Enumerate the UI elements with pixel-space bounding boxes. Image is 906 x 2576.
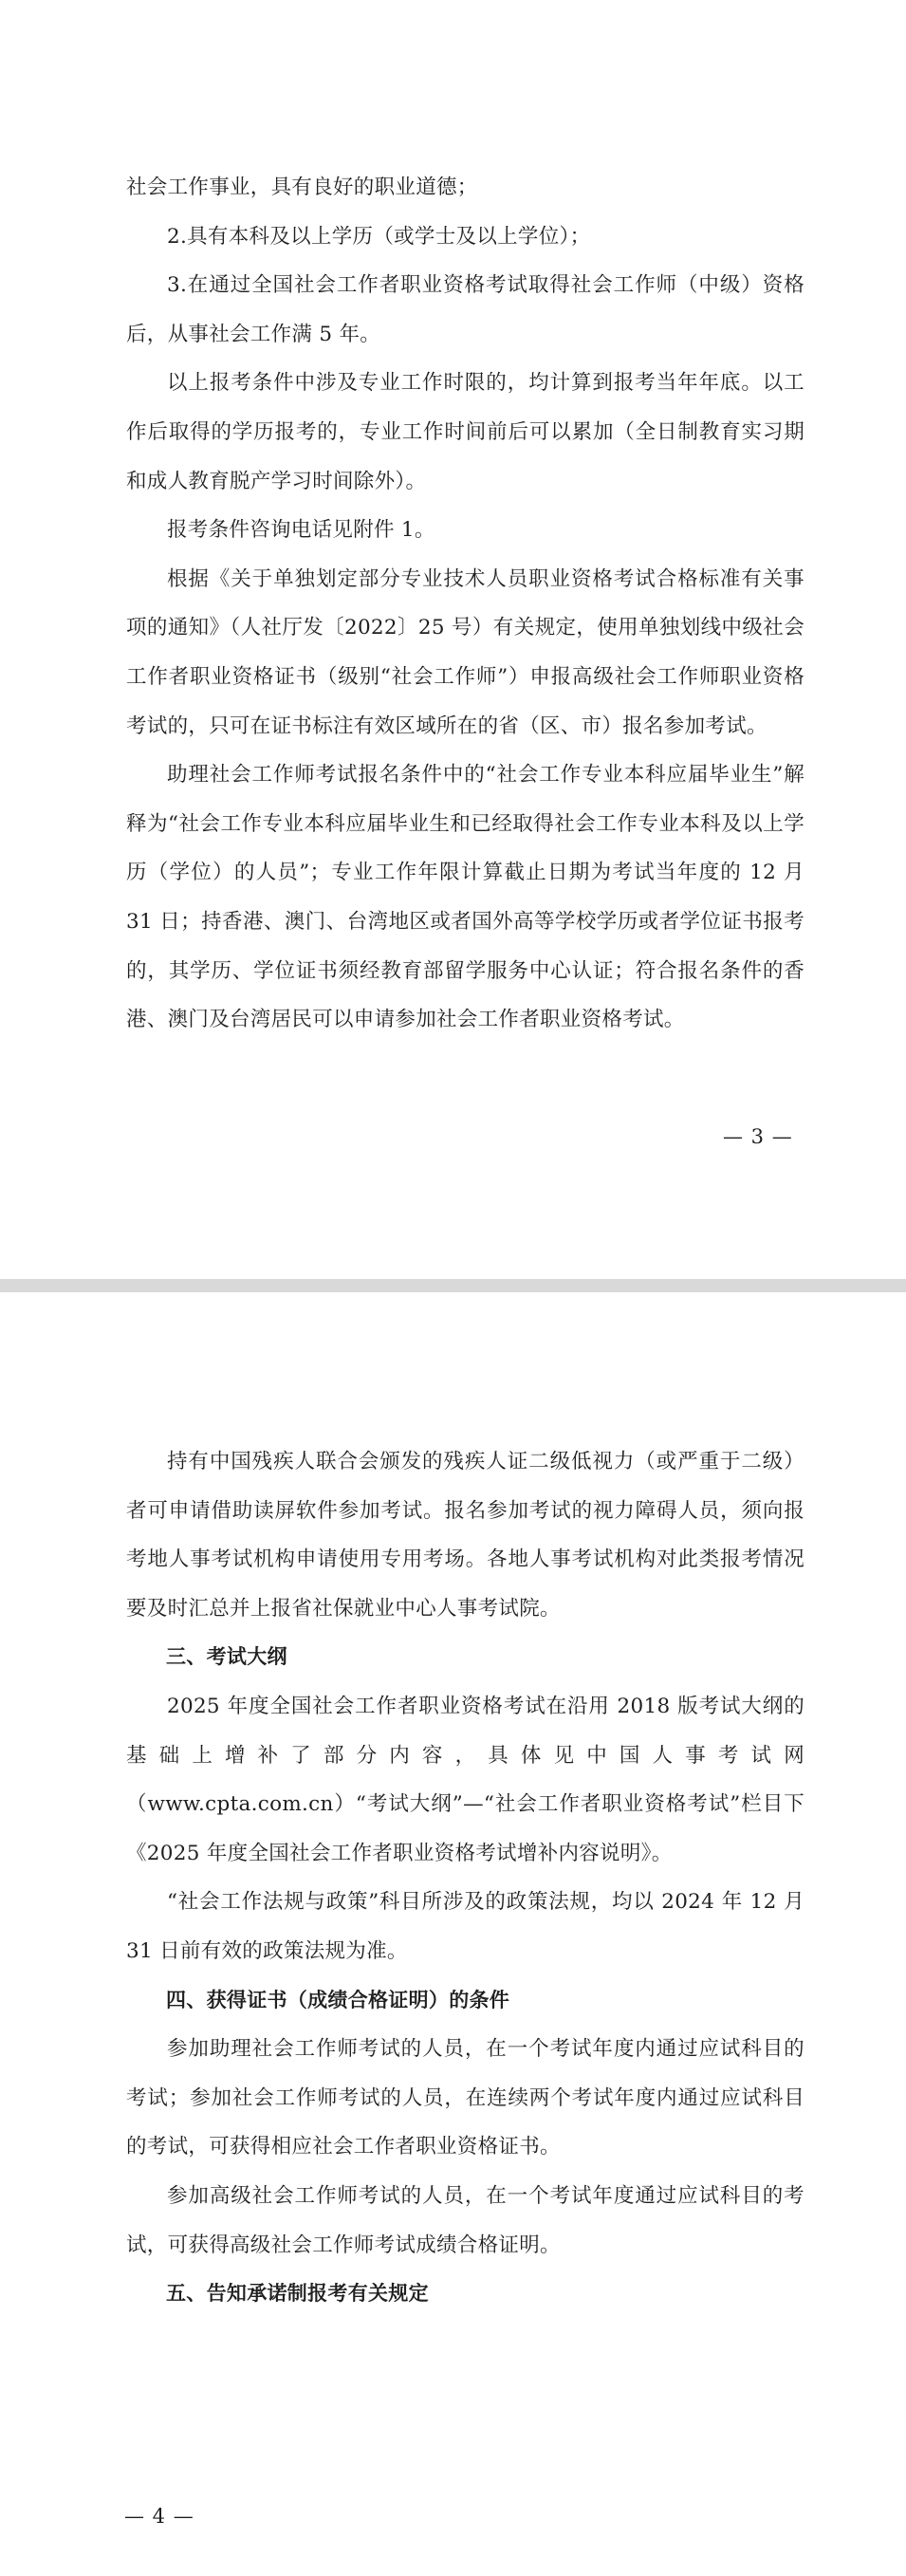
paragraph-assistant-conditions: 助理社会工作师考试报名条件中的“社会工作专业本科应届毕业生”解释为“社会工作专业本科应届毕业生和已经取得社会工作专业本科及以上学历（学位）的人员”；专业工作年限计算截止日期为考试当年度的 12 月 31 日；持香港、澳门、台湾地区或者国外高等学校学历或者学位证书报考的，其学历、学位证书须经教育部留学服务中心认证；符合报名条件的香港、澳门及台湾居民可以申请参加社会工作者职业资格考试。 xyxy=(126,763,804,1032)
page-3-body xyxy=(126,163,804,1045)
paragraph-notice-regulation: 根据《关于单独划定部分专业技术人员职业资格考试合格标准有关事项的通知》（人社厅发〔2022〕25 号）有关规定，使用单独划线中级社会工作者职业资格证书（级别“社会工作师”）申报高级社会工作师职业资格考试的，只可在证书标注有效区域所在的省（区、市）报名参加考试。 xyxy=(126,566,804,738)
paragraph-hotline: 报考条件咨询电话见附件 1。 xyxy=(167,518,435,543)
section-heading-certificate: 四、获得证书（成绩合格证明）的条件 xyxy=(166,1988,510,2011)
paragraph-work-time: 以上报考条件中涉及专业工作时限的，均计算到报考当年年底。以工作后取得的学历报考的，专业工作时间前后可以累加（全日制教育实习期和成人教育脱产学习时间除外）。 xyxy=(126,371,804,493)
page-number: — 3 — xyxy=(723,1125,793,1148)
page-4-body xyxy=(126,1437,804,2319)
paragraph-condition-2: 2.具有本科及以上学历（或学士及以上学位）； xyxy=(167,224,591,249)
page-number: — 4 — xyxy=(124,2505,194,2528)
document-page-4 xyxy=(0,1292,906,2576)
paragraph-policy: “社会工作法规与政策”科目所涉及的政策法规，均以 2024 年 12 月 31 日前有效的政策法规为准。 xyxy=(126,1890,804,1963)
paragraph-certificate-1: 参加助理社会工作师考试的人员，在一个考试年度内通过应试科目的考试；参加社会工作师考试的人员，在连续两个考试年度内通过应试科目的考试，可获得相应社会工作者职业资格证书。 xyxy=(126,2037,804,2159)
section-heading-syllabus: 三、考试大纲 xyxy=(166,1645,287,1669)
paragraph-continuation: 社会工作事业，具有良好的职业道德； xyxy=(126,176,478,199)
document-page-3 xyxy=(0,0,906,1279)
paragraph-condition-3: 3.在通过全国社会工作者职业资格考试取得社会工作师（中级）资格后，从事社会工作满 5 年。 xyxy=(126,273,804,346)
paragraph-certificate-2: 参加高级社会工作师考试的人员，在一个考试年度通过应试科目的考试，可获得高级社会工作师考试成绩合格证明。 xyxy=(126,2183,804,2257)
paragraph-disability: 持有中国残疾人联合会颁发的残疾人证二级低视力（或严重于二级）者可申请借助读屏软件参加考试。报名参加考试的视力障碍人员，须向报考地人事考试机构申请使用专用考场。各地人事考试机构对此类报考情况要及时汇总并上报省社保就业中心人事考试院。 xyxy=(126,1450,804,1621)
paragraph-syllabus: 2025 年度全国社会工作者职业资格考试在沿用 2018 版考试大纲的基础上增补了部分内容，具体见中国人事考试网（www.cpta.com.cn）“考试大纲”—“社会工作者职业资格考试”栏目下《2025 年度全国社会工作者职业资格考试增补内容说明》。 xyxy=(126,1694,804,1865)
section-heading-commitment: 五、告知承诺制报考有关规定 xyxy=(166,2282,429,2306)
